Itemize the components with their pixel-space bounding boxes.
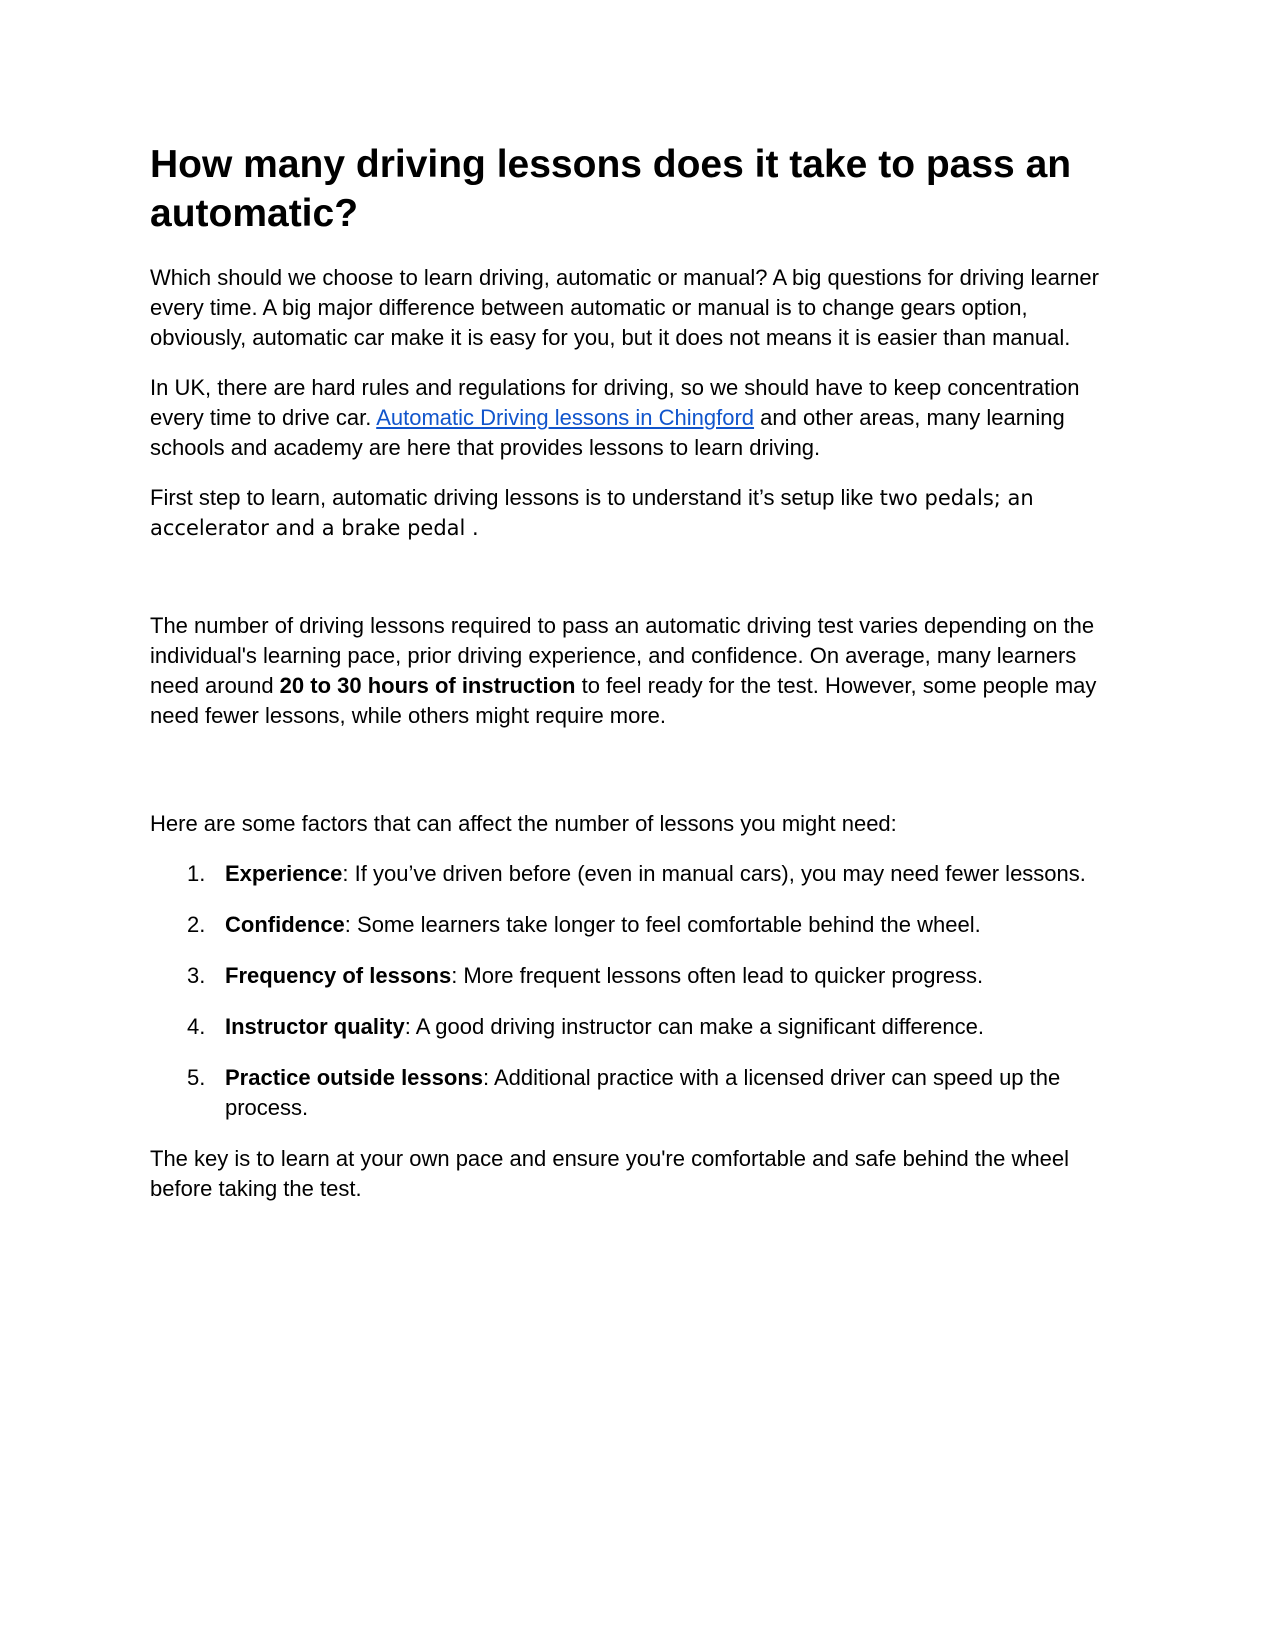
factor-desc: : More frequent lessons often lead to quicker progress. — [451, 963, 984, 988]
list-number: 4. — [187, 1014, 206, 1039]
hours-highlight: 20 to 30 hours of instruction — [279, 673, 576, 698]
uk-rules-text-after: and other areas, many learning schools and academy are here that provides lessons to learn driving. — [150, 405, 1065, 460]
spacer — [150, 751, 1125, 809]
factor-term: Experience — [225, 861, 343, 886]
list-item — [150, 910, 1125, 940]
factor-term: Confidence — [225, 912, 345, 937]
list-number: 2. — [187, 912, 206, 937]
list-item — [150, 1063, 1125, 1123]
list-item — [150, 1012, 1125, 1042]
list-number: 1. — [187, 861, 206, 886]
list-number: 5. — [187, 1065, 206, 1090]
lesson-count-text-after: to feel ready for the test. However, some people may need fewer lessons, while others might require more. — [150, 673, 1097, 728]
pedals-text: two pedals; an accelerator and a brake pedal . — [150, 486, 1034, 540]
first-step-paragraph — [150, 483, 1125, 543]
factor-term: Practice outside lessons — [225, 1065, 483, 1090]
document-page — [150, 140, 1125, 1224]
list-item — [150, 859, 1125, 889]
spacer — [150, 563, 1125, 611]
intro-paragraph: Which should we choose to learn driving, automatic or manual? A big questions for driving learner every time. A big major difference between automatic or manual is to change gears option, obviously, automatic car make it is easy for you, but it does not means it is easier than manual. — [150, 265, 1099, 350]
closing-paragraph: The key is to learn at your own pace and ensure you're comfortable and safe behind the wheel before taking the test. — [150, 1146, 1069, 1201]
chingford-lessons-link[interactable]: Automatic Driving lessons in Chingford — [376, 405, 755, 430]
list-item — [150, 961, 1125, 991]
uk-rules-text-before: In UK, there are hard rules and regulations for driving, so we should have to keep concentration every time to drive car. — [150, 375, 1080, 430]
list-number: 3. — [187, 963, 206, 988]
factors-intro: Here are some factors that can affect the number of lessons you might need: — [150, 811, 897, 836]
factors-list — [150, 859, 1125, 1123]
factor-term: Instructor quality — [225, 1014, 405, 1039]
lesson-count-text-before: The number of driving lessons required to pass an automatic driving test varies depending on the individual's learning pace, prior driving experience, and confidence. On average, many learners need around — [150, 613, 1095, 698]
factor-term: Frequency of lessons — [225, 963, 452, 988]
factor-desc: : If you’ve driven before (even in manual cars), you may need fewer lessons. — [342, 861, 1086, 886]
factor-desc: : A good driving instructor can make a significant difference. — [404, 1014, 984, 1039]
factor-desc: : Additional practice with a licensed driver can speed up the process. — [225, 1065, 1061, 1120]
page-title: How many driving lessons does it take to pass an automatic? — [150, 143, 1072, 235]
lesson-count-paragraph — [150, 611, 1125, 731]
factor-desc: : Some learners take longer to feel comfortable behind the wheel. — [344, 912, 981, 937]
first-step-text: First step to learn, automatic driving lessons is to understand it’s setup like — [150, 485, 880, 510]
uk-rules-paragraph — [150, 373, 1125, 463]
